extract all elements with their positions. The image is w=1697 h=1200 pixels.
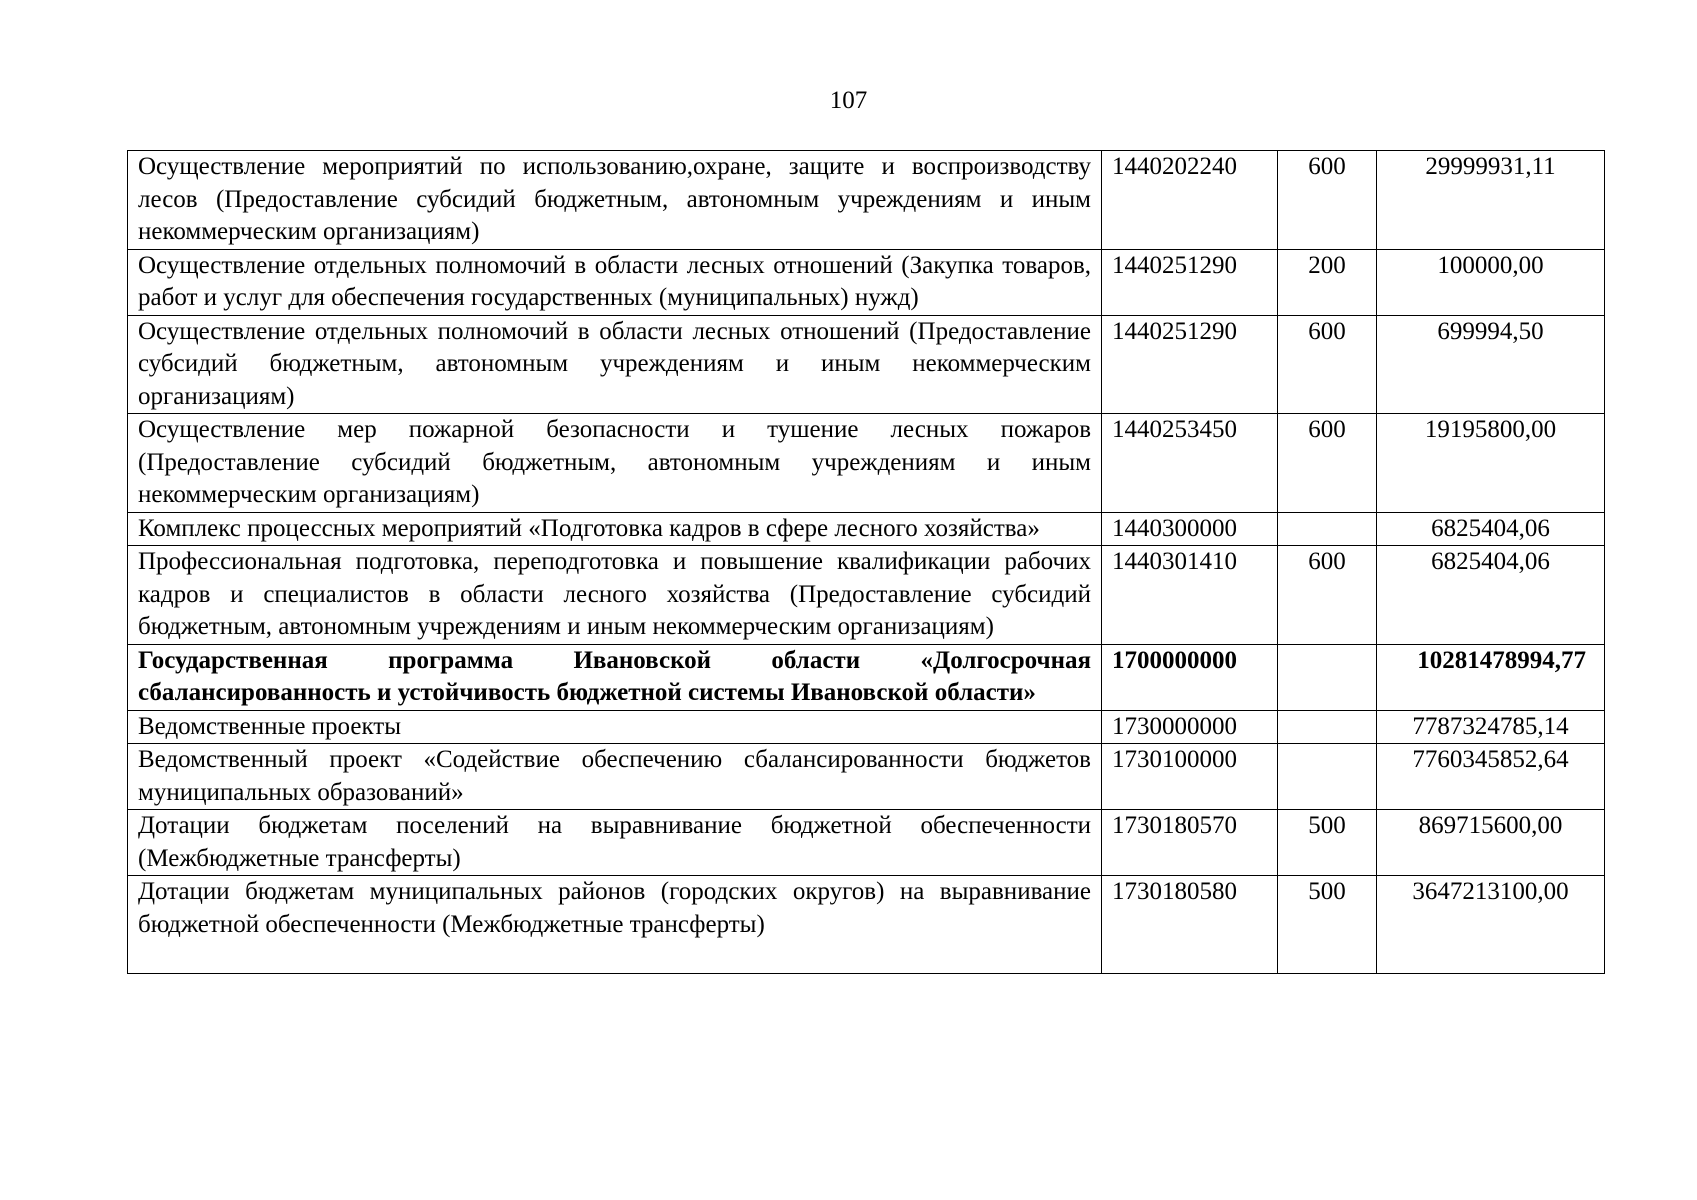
row-code: 1440251290 [1102, 315, 1278, 414]
row-name: Осуществление мероприятий по использованию,охране, защите и воспроизводству лесов (Предоставление субсидий бюджетным, автономным учреждениям и иным некоммерческим организациям) [128, 151, 1102, 250]
row-code: 1730180580 [1102, 876, 1278, 974]
row-type: 600 [1278, 315, 1377, 414]
row-amount: 6825404,06 [1377, 512, 1605, 546]
row-type: 600 [1278, 414, 1377, 513]
table-row-program-total [128, 644, 1605, 710]
row-code: 1440202240 [1102, 151, 1278, 250]
table-row [128, 876, 1605, 974]
row-name: Дотации бюджетам поселений на выравнивание бюджетной обеспеченности (Межбюджетные трансферты) [128, 810, 1102, 876]
row-type: 200 [1278, 249, 1377, 315]
table-row [128, 546, 1605, 645]
row-code: 1440253450 [1102, 414, 1278, 513]
row-code: 1730100000 [1102, 744, 1278, 810]
table-row [128, 249, 1605, 315]
table-row [128, 512, 1605, 546]
row-amount: 19195800,00 [1377, 414, 1605, 513]
table-row [128, 151, 1605, 250]
row-code: 1440300000 [1102, 512, 1278, 546]
row-type [1278, 710, 1377, 744]
table-row [128, 744, 1605, 810]
row-type: 600 [1278, 546, 1377, 645]
row-amount: 6825404,06 [1377, 546, 1605, 645]
row-type: 500 [1278, 876, 1377, 974]
page-number: 107 [829, 87, 868, 114]
row-name: Государственная программа Ивановской области «Долгосрочная сбалансированность и устойчивость бюджетной системы Ивановской области» [128, 644, 1102, 710]
row-code: 1730180570 [1102, 810, 1278, 876]
row-type: 600 [1278, 151, 1377, 250]
row-name: Ведомственные проекты [128, 710, 1102, 744]
row-type: 500 [1278, 810, 1377, 876]
row-code: 1730000000 [1102, 710, 1278, 744]
row-code: 1700000000 [1102, 644, 1278, 710]
row-name: Дотации бюджетам муниципальных районов (городских округов) на выравнивание бюджетной обеспеченности (Межбюджетные трансферты) [128, 876, 1102, 974]
row-name: Осуществление отдельных полномочий в области лесных отношений (Закупка товаров, работ и услуг для обеспечения государственных (муниципальных) нужд) [128, 249, 1102, 315]
row-amount: 7760345852,64 [1377, 744, 1605, 810]
row-amount: 869715600,00 [1377, 810, 1605, 876]
row-name: Осуществление мер пожарной безопасности и тушение лесных пожаров (Предоставление субсидий бюджетным, автономным учреждениям и иным некоммерческим организациям) [128, 414, 1102, 513]
row-code: 1440301410 [1102, 546, 1278, 645]
table-row [128, 414, 1605, 513]
row-name: Ведомственный проект «Содействие обеспечению сбалансированности бюджетов муниципальных образований» [128, 744, 1102, 810]
row-type [1278, 644, 1377, 710]
row-amount: 10281478994,77 [1377, 644, 1605, 710]
row-amount: 7787324785,14 [1377, 710, 1605, 744]
row-name: Профессиональная подготовка, переподготовка и повышение квалификации рабочих кадров и специалистов в области лесного хозяйства (Предоставление субсидий бюджетным, автономным учреждениям и иным некоммерческим организациям) [128, 546, 1102, 645]
row-name: Комплекс процессных мероприятий «Подготовка кадров в сфере лесного хозяйства» [128, 512, 1102, 546]
budget-table [127, 150, 1605, 974]
table-row [128, 315, 1605, 414]
row-amount: 3647213100,00 [1377, 876, 1605, 974]
row-code: 1440251290 [1102, 249, 1278, 315]
row-amount: 699994,50 [1377, 315, 1605, 414]
row-amount: 100000,00 [1377, 249, 1605, 315]
row-type [1278, 512, 1377, 546]
row-amount: 29999931,11 [1377, 151, 1605, 250]
row-name: Осуществление отдельных полномочий в области лесных отношений (Предоставление субсидий бюджетным, автономным учреждениям и иным некоммерческим организациям) [128, 315, 1102, 414]
table-row [128, 810, 1605, 876]
table-row [128, 710, 1605, 744]
row-type [1278, 744, 1377, 810]
